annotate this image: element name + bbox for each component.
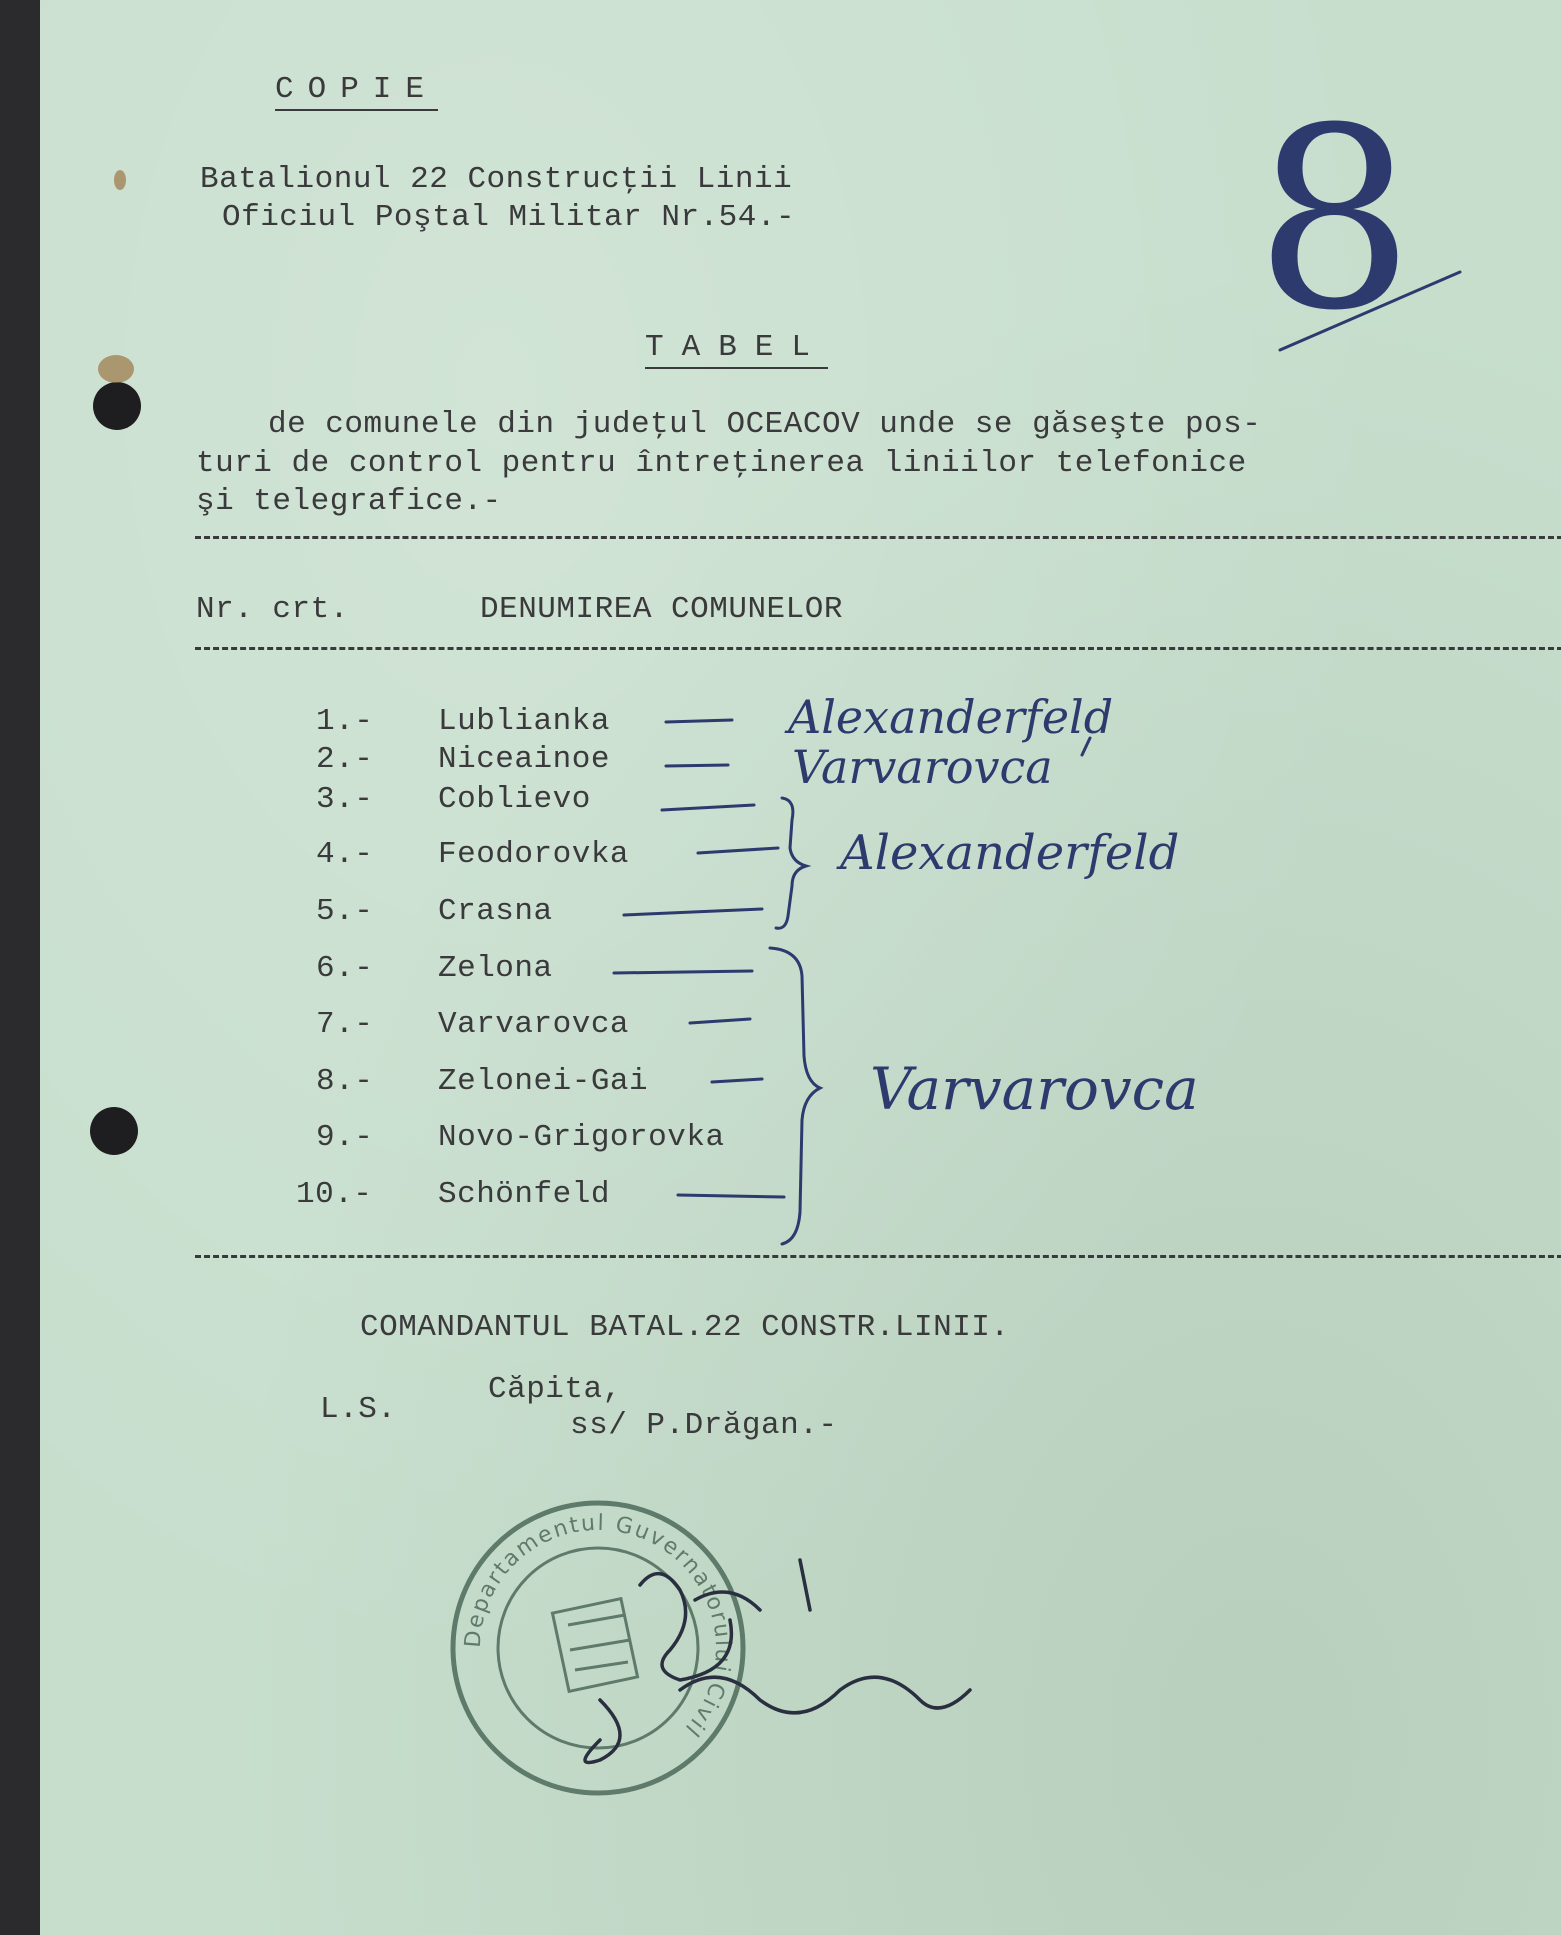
copy-mark: COPIE: [275, 72, 438, 111]
table-row-name: Novo-Grigorovka: [438, 1120, 725, 1155]
table-row-number: 9.-: [316, 1120, 374, 1155]
postal-office: Oficiul Poştal Militar Nr.54.-: [222, 200, 796, 235]
document-title: TABEL: [645, 330, 828, 369]
table-row-name: Varvarovca: [438, 1007, 630, 1042]
table-row-name: Zelonei-Gai: [438, 1064, 649, 1099]
table-row-name: Feodorovka: [438, 837, 630, 872]
table-row-number: 5.-: [316, 894, 374, 929]
commander-line: COMANDANTUL BATAL.22 CONSTR.LINII.: [360, 1310, 1010, 1345]
table-row-number: 1.-: [316, 704, 374, 739]
signatory: ss/ P.Drăgan.-: [570, 1408, 838, 1443]
note-group-1: Alexanderfeld: [840, 825, 1180, 881]
table-row-number: 7.-: [316, 1007, 374, 1042]
seal-abbrev: L.S.: [320, 1392, 397, 1427]
note-row-1: Alexanderfeld: [788, 690, 1114, 744]
handwritten-signature: [40, 0, 1561, 1935]
table-row-number: 2.-: [316, 742, 374, 777]
table-row-name: Schönfeld: [438, 1177, 610, 1212]
table-row-name: Zelona: [438, 951, 553, 986]
table-row-number: 6.-: [316, 951, 374, 986]
intro-line-3: şi telegrafice.-: [196, 484, 502, 519]
column-header-number: Nr. crt.: [196, 592, 349, 627]
column-header-name: DENUMIREA COMUNELOR: [480, 592, 843, 627]
document-page: [40, 0, 1561, 1935]
table-row-name: Niceainoe: [438, 742, 610, 777]
intro-line-1: de comunele din judeţul OCEACOV unde se găseşte pos-: [268, 407, 1262, 442]
rank: Căpita,: [488, 1372, 622, 1407]
intro-line-2: turi de control pentru întreţinerea liniilor telefonice: [196, 446, 1247, 481]
note-row-2: Varvarovca: [792, 740, 1053, 794]
table-row-number: 4.-: [316, 837, 374, 872]
stamp-text: Departamentul Guvernatorului Civil: [460, 1510, 736, 1743]
table-row-number: 3.-: [316, 782, 374, 817]
table-row-name: Lublianka: [438, 704, 610, 739]
table-row-name: Crasna: [438, 894, 553, 929]
table-row-number: 8.-: [316, 1064, 374, 1099]
note-group-2: Varvarovca: [870, 1055, 1199, 1123]
table-row-name: Coblievo: [438, 782, 591, 817]
unit-name: Batalionul 22 Construcţii Linii: [200, 162, 793, 197]
table-row-number: 10.-: [296, 1177, 373, 1212]
page-number: 8: [1255, 74, 1415, 365]
